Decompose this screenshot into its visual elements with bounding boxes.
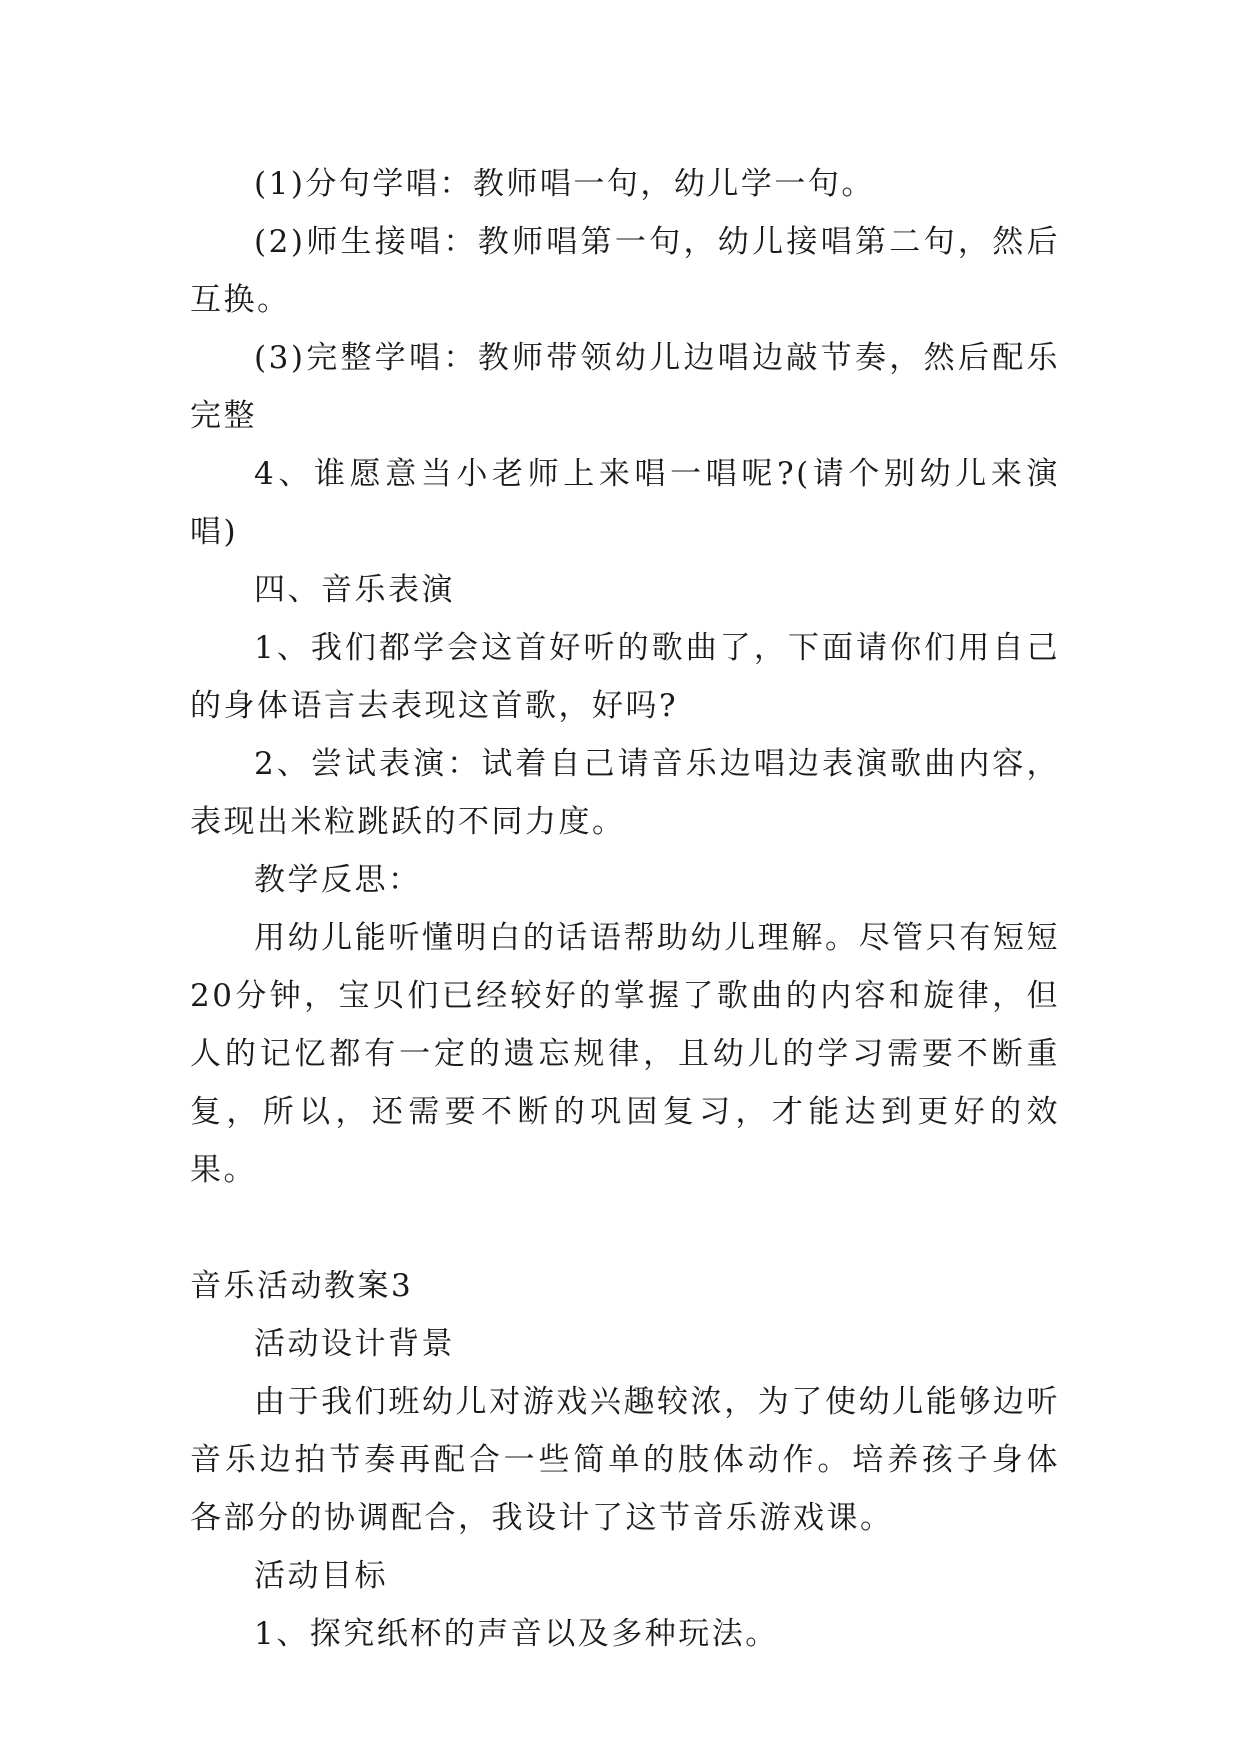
paragraph-full-singing: (3)完整学唱：教师带领幼儿边唱边敲节奏，然后配乐完整: [190, 340, 1060, 434]
section-title: 音乐活动教案3: [190, 1268, 414, 1304]
paragraph-design-background: 由于我们班幼儿对游戏兴趣较浓，为了使幼儿能够边听音乐边拍节奏再配合一些简单的肢体动作。培养孩子身体各部分的协调配合，我设计了这节音乐游戏课。: [190, 1384, 1060, 1536]
paragraph-reflection-text: 用幼儿能听懂明白的话语帮助幼儿理解。尽管只有短短20分钟，宝贝们已经较好的掌握了歌曲的内容和旋律，但人的记忆都有一定的遗忘规律，且幼儿的学习需要不断重复，所以，还需要不断的巩固复习，才能达到更好的效果。: [190, 920, 1060, 1188]
heading-design-background: 活动设计背景: [254, 1326, 455, 1362]
paragraph-try-performing: 2、尝试表演：试着自己请音乐边唱边表演歌曲内容，表现出米粒跳跃的不同力度。: [190, 746, 1060, 840]
heading-music-performance: 四、音乐表演: [254, 572, 455, 608]
paragraph-sentence-learning: (1)分句学唱：教师唱一句，幼儿学一句。: [254, 166, 875, 202]
paragraph-little-teacher: 4、谁愿意当小老师上来唱一唱呢?(请个别幼儿来演唱): [190, 456, 1060, 550]
paragraph-goal-1: 1、探究纸杯的声音以及多种玩法。: [254, 1616, 779, 1652]
heading-activity-goals: 活动目标: [254, 1558, 388, 1594]
paragraph-call-response: (2)师生接唱：教师唱第一句，幼儿接唱第二句，然后互换。: [190, 224, 1060, 318]
document-body: [190, 155, 1060, 1663]
heading-teaching-reflection: 教学反思：: [254, 862, 422, 898]
paragraph-body-language: 1、我们都学会这首好听的歌曲了，下面请你们用自己的身体语言去表现这首歌，好吗?: [190, 630, 1060, 724]
